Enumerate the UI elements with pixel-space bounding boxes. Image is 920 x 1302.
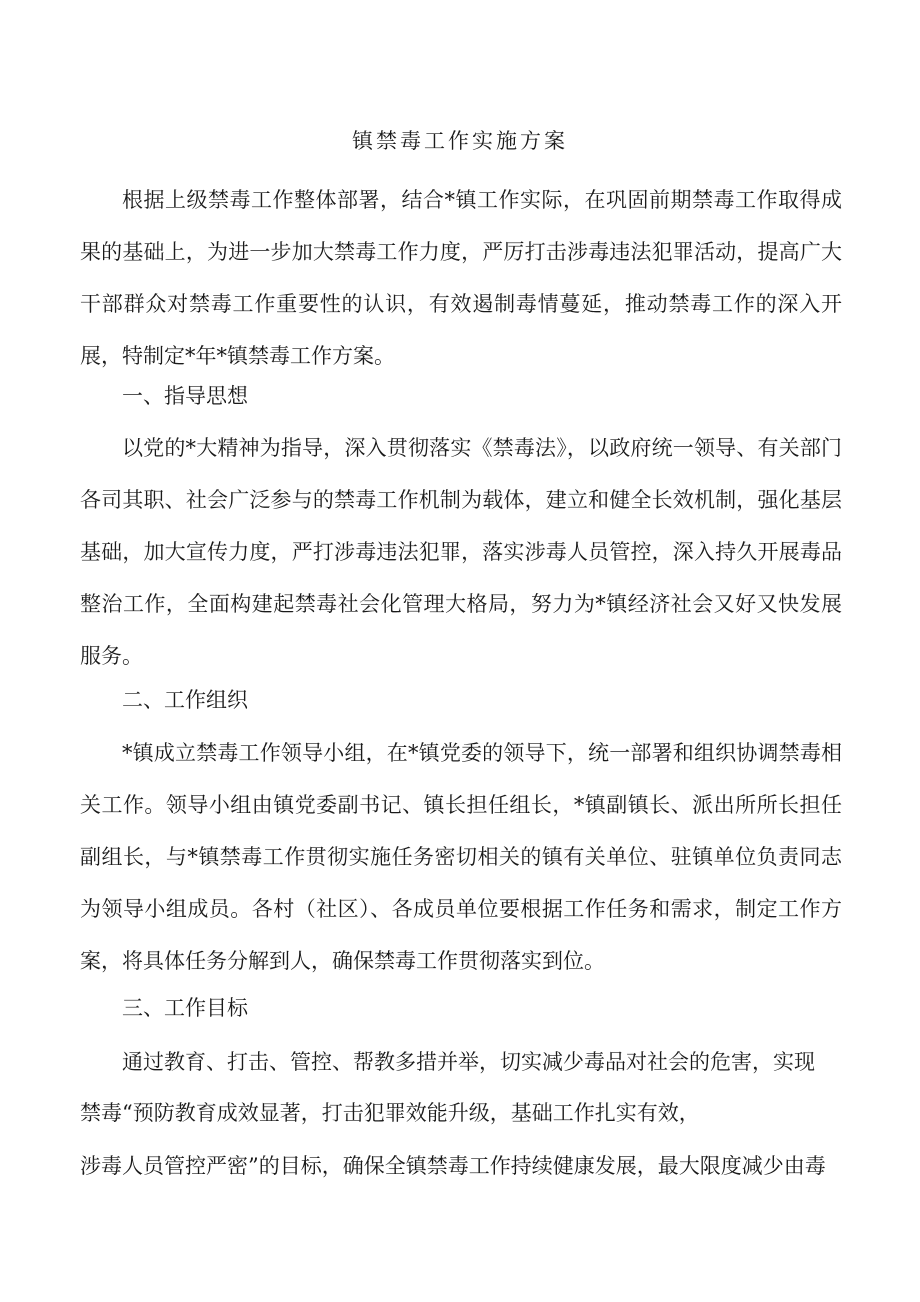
section-body-work-organization: *镇成立禁毒工作领导小组，在*镇党委的领导下，统一部署和组织协调禁毒相关工作。领导小组由镇党委副书记、镇长担任组长，*镇副镇长、派出所所长担任副组长，与*镇禁毒工作贯彻实施任务密切相关的镇有关单位、驻镇单位负责同志为领导小组成员。各村（社区）、各成员单位要根据工作任务和需求，制定工作方案，将具体任务分解到人，确保禁毒工作贯彻落实到位。 [80,741,842,973]
section-body-work-goals-line-2: 禁毒“预防教育成效显著，打击犯罪效能升级，基础工作扎实有效， [80,1101,700,1125]
section-heading-work-goals: 三、工作目标 [122,996,248,1020]
intro-paragraph: 根据上级禁毒工作整体部署，结合*镇工作实际，在巩固前期禁毒工作取得成果的基础上，为进一步加大禁毒工作力度，严厉打击涉毒违法犯罪活动，提高广大干部群众对禁毒工作重要性的认识，有效遏制毒情蔓延，推动禁毒工作的深入开展，特制定*年*镇禁毒工作方案。 [80,188,842,368]
section-body-work-goals-line-1: 通过教育、打击、管控、帮教多措并举，切实减少毒品对社会的危害，实现 [122,1050,815,1074]
section-heading-work-organization: 二、工作组织 [122,688,248,712]
section-heading-guiding-ideology: 一、指导思想 [122,384,248,408]
section-body-guiding-ideology: 以党的*大精神为指导，深入贯彻落实《禁毒法》，以政府统一领导、有关部门各司其职、社会广泛参与的禁毒工作机制为载体，建立和健全长效机制，强化基层基础，加大宣传力度，严打涉毒违法犯罪，落实涉毒人员管控，深入持久开展毒品整治工作，全面构建起禁毒社会化管理大格局，努力为*镇经济社会又好又快发展服务。 [80,436,842,668]
section-body-work-goals-line-3: 涉毒人员管控严密”的目标，确保全镇禁毒工作持续健康发展，最大限度减少由毒 [80,1154,826,1178]
document-title: 镇禁毒工作实施方案 [352,129,568,153]
